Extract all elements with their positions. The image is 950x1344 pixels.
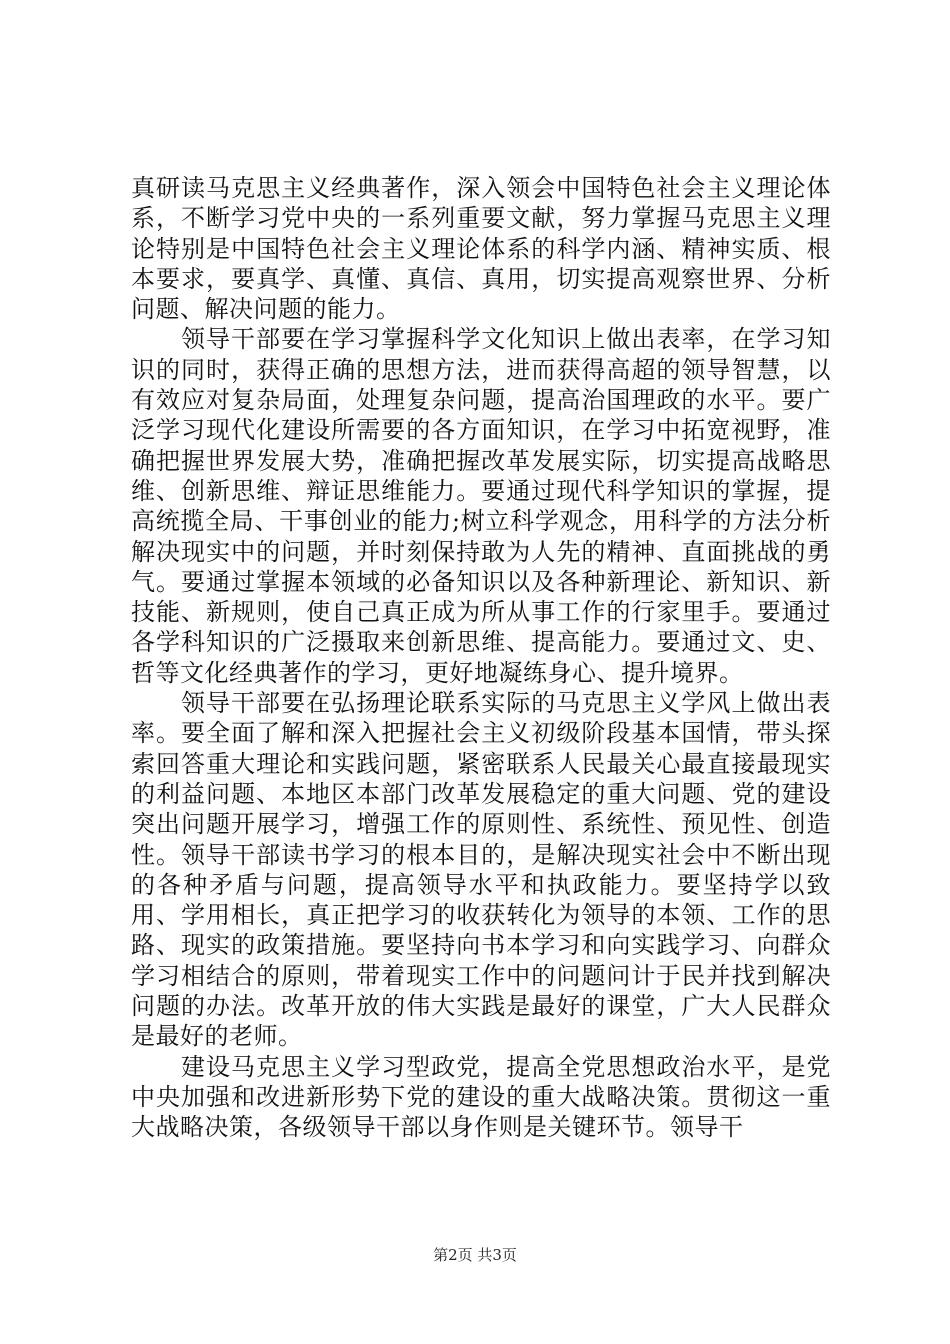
paragraph-learning-party: 建设马克思主义学习型政党，提高全党思想政治水平，是党中央加强和改进新形势下党的建设的重大战略决策。贯彻这一重大战略决策，各级领导干部以身作则是关键环节。领导干 xyxy=(131,1052,831,1142)
page-number-footer: 第2页 共3页 xyxy=(433,1246,517,1264)
document-body xyxy=(131,173,831,1143)
paragraph-continuation: 真研读马克思主义经典著作，深入领会中国特色社会主义理论体系，不断学习党中央的一系列重要文献，努力掌握马克思主义理论特别是中国特色社会主义理论体系的科学内涵、精神实质、根本要求，要真学、真懂、真信、真用，切实提高观察世界、分析问题、解决问题的能力。 xyxy=(131,174,831,324)
paragraph-study-style: 领导干部要在弘扬理论联系实际的马克思主义学风上做出表率。要全面了解和深入把握社会主义初级阶段基本国情，带头探索回答重大理论和实践问题，紧密联系人民最关心最直接最现实的利益问题、本地区本部门改革发展稳定的重大问题、党的建设突出问题开展学习，增强工作的原则性、系统性、预见性、创造性。领导干部读书学习的根本目的，是解决现实社会中不断出现的各种矛盾与问题，提高领导水平和执政能力。要坚持学以致用、学用相长，真正把学习的收获转化为领导的本领、工作的思路、现实的政策措施。要坚持向书本学习和向实践学习、向群众学习相结合的原则，带着现实工作中的问题问计于民并找到解决问题的办法。改革开放的伟大实践是最好的课堂，广大人民群众是最好的老师。 xyxy=(131,689,831,1051)
paragraph-scientific-knowledge: 领导干部要在学习掌握科学文化知识上做出表率，在学习知识的同时，获得正确的思想方法，进而获得高超的领导智慧，以有效应对复杂局面，处理复杂问题，提高治国理政的水平。要广泛学习现代化建设所需要的各方面知识，在学习中拓宽视野，准确把握世界发展大势，准确把握改革发展实际，切实提高战略思维、创新思维、辩证思维能力。要通过现代科学知识的掌握，提高统揽全局、干事创业的能力;树立科学观念，用科学的方法分析解决现实中的问题，并时刻保持敢为人先的精神、直面挑战的勇气。要通过掌握本领域的必备知识以及各种新理论、新知识、新技能、新规则，使自己真正成为所从事工作的行家里手。要通过各学科知识的广泛摄取来创新思维、提高能力。要通过文、史、哲等文化经典著作的学习，更好地凝练身心、提升境界。 xyxy=(131,325,831,687)
